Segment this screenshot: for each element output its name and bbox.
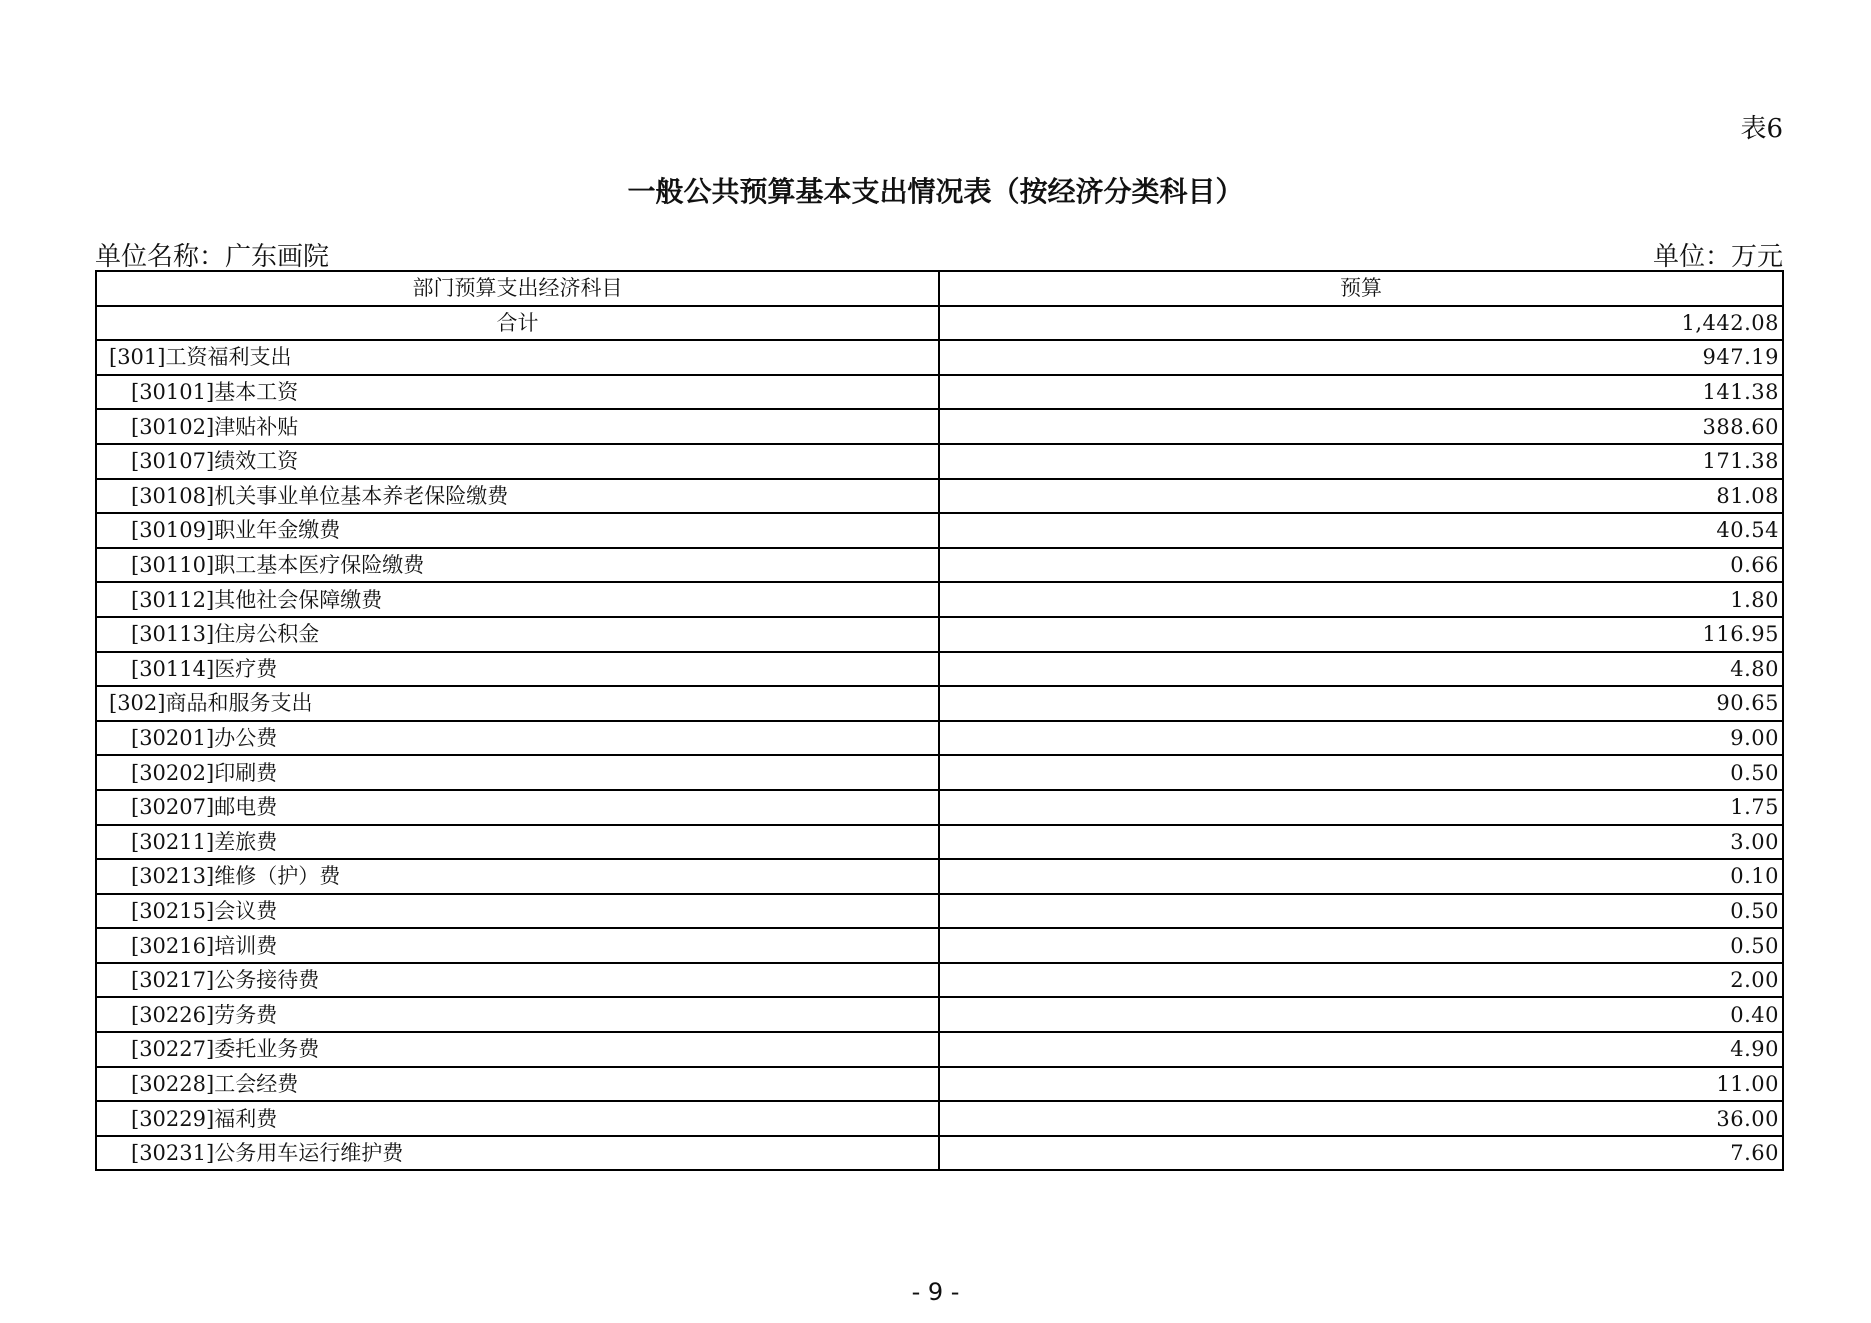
row-budget-value: 116.95 bbox=[939, 617, 1783, 652]
table-row bbox=[96, 444, 1783, 479]
row-subject: [30110]职工基本医疗保险缴费 bbox=[96, 548, 939, 583]
row-budget-value: 388.60 bbox=[939, 409, 1783, 444]
row-subject: [30216]培训费 bbox=[96, 928, 939, 963]
table-row bbox=[96, 1101, 1783, 1136]
total-value: 1,442.08 bbox=[939, 306, 1783, 341]
row-budget-value: 1.80 bbox=[939, 582, 1783, 617]
row-budget-value: 947.19 bbox=[939, 340, 1783, 375]
table-row bbox=[96, 548, 1783, 583]
table-row bbox=[96, 513, 1783, 548]
row-budget-value: 4.80 bbox=[939, 652, 1783, 687]
table-row bbox=[96, 721, 1783, 756]
row-subject: [30211]差旅费 bbox=[96, 825, 939, 860]
row-budget-value: 0.40 bbox=[939, 997, 1783, 1032]
row-budget-value: 141.38 bbox=[939, 375, 1783, 410]
row-budget-value: 0.10 bbox=[939, 859, 1783, 894]
row-subject: [30201]办公费 bbox=[96, 721, 939, 756]
table-row bbox=[96, 652, 1783, 687]
row-subject: [30227]委托业务费 bbox=[96, 1032, 939, 1067]
row-budget-value: 7.60 bbox=[939, 1136, 1783, 1171]
table-row bbox=[96, 928, 1783, 963]
row-budget-value: 2.00 bbox=[939, 963, 1783, 998]
table-row bbox=[96, 1067, 1783, 1102]
table-header-row bbox=[96, 271, 1783, 306]
row-budget-value: 4.90 bbox=[939, 1032, 1783, 1067]
row-subject: [30102]津贴补贴 bbox=[96, 409, 939, 444]
row-subject: [30228]工会经费 bbox=[96, 1067, 939, 1102]
row-budget-value: 0.50 bbox=[939, 755, 1783, 790]
row-budget-value: 90.65 bbox=[939, 686, 1783, 721]
unit-name: 单位名称：广东画院 bbox=[95, 242, 330, 272]
currency-unit: 单位：万元 bbox=[1652, 242, 1783, 272]
row-subject: [30114]医疗费 bbox=[96, 652, 939, 687]
row-budget-value: 81.08 bbox=[939, 479, 1783, 514]
total-label: 合计 bbox=[96, 306, 939, 341]
row-subject: [30108]机关事业单位基本养老保险缴费 bbox=[96, 479, 939, 514]
row-subject: [30229]福利费 bbox=[96, 1101, 939, 1136]
table-row bbox=[96, 1136, 1783, 1171]
table-row bbox=[96, 997, 1783, 1032]
table-row bbox=[96, 790, 1783, 825]
total-row bbox=[96, 306, 1783, 341]
row-subject: [30207]邮电费 bbox=[96, 790, 939, 825]
row-budget-value: 11.00 bbox=[939, 1067, 1783, 1102]
table-row bbox=[96, 582, 1783, 617]
table-row bbox=[96, 617, 1783, 652]
row-budget-value: 0.50 bbox=[939, 928, 1783, 963]
row-budget-value: 0.50 bbox=[939, 894, 1783, 929]
table-row bbox=[96, 375, 1783, 410]
row-subject: [30109]职业年金缴费 bbox=[96, 513, 939, 548]
row-subject: [30107]绩效工资 bbox=[96, 444, 939, 479]
table-row bbox=[96, 963, 1783, 998]
table-row bbox=[96, 825, 1783, 860]
row-subject: [30112]其他社会保障缴费 bbox=[96, 582, 939, 617]
row-subject: [301]工资福利支出 bbox=[96, 340, 939, 375]
row-subject: [30202]印刷费 bbox=[96, 755, 939, 790]
row-budget-value: 171.38 bbox=[939, 444, 1783, 479]
page-number: - 9 - bbox=[911, 1278, 960, 1306]
column-header-subject: 部门预算支出经济科目 bbox=[96, 271, 939, 306]
row-subject: [30226]劳务费 bbox=[96, 997, 939, 1032]
table-row bbox=[96, 1032, 1783, 1067]
row-budget-value: 1.75 bbox=[939, 790, 1783, 825]
table-row bbox=[96, 894, 1783, 929]
row-subject: [30101]基本工资 bbox=[96, 375, 939, 410]
table-row bbox=[96, 755, 1783, 790]
row-subject: [30215]会议费 bbox=[96, 894, 939, 929]
table-row bbox=[96, 686, 1783, 721]
row-budget-value: 0.66 bbox=[939, 548, 1783, 583]
row-budget-value: 36.00 bbox=[939, 1101, 1783, 1136]
row-budget-value: 40.54 bbox=[939, 513, 1783, 548]
table-row bbox=[96, 479, 1783, 514]
page-title: 一般公共预算基本支出情况表（按经济分类科目） bbox=[627, 175, 1244, 208]
row-subject: [30113]住房公积金 bbox=[96, 617, 939, 652]
row-subject: [30231]公务用车运行维护费 bbox=[96, 1136, 939, 1171]
row-budget-value: 3.00 bbox=[939, 825, 1783, 860]
row-budget-value: 9.00 bbox=[939, 721, 1783, 756]
row-subject: [30213]维修（护）费 bbox=[96, 859, 939, 894]
column-header-budget: 预算 bbox=[939, 271, 1783, 306]
table-row bbox=[96, 340, 1783, 375]
table-row bbox=[96, 859, 1783, 894]
budget-table bbox=[95, 270, 1784, 1171]
row-subject: [30217]公务接待费 bbox=[96, 963, 939, 998]
row-subject: [302]商品和服务支出 bbox=[96, 686, 939, 721]
table-row bbox=[96, 409, 1783, 444]
table-number: 表6 bbox=[1740, 114, 1783, 144]
